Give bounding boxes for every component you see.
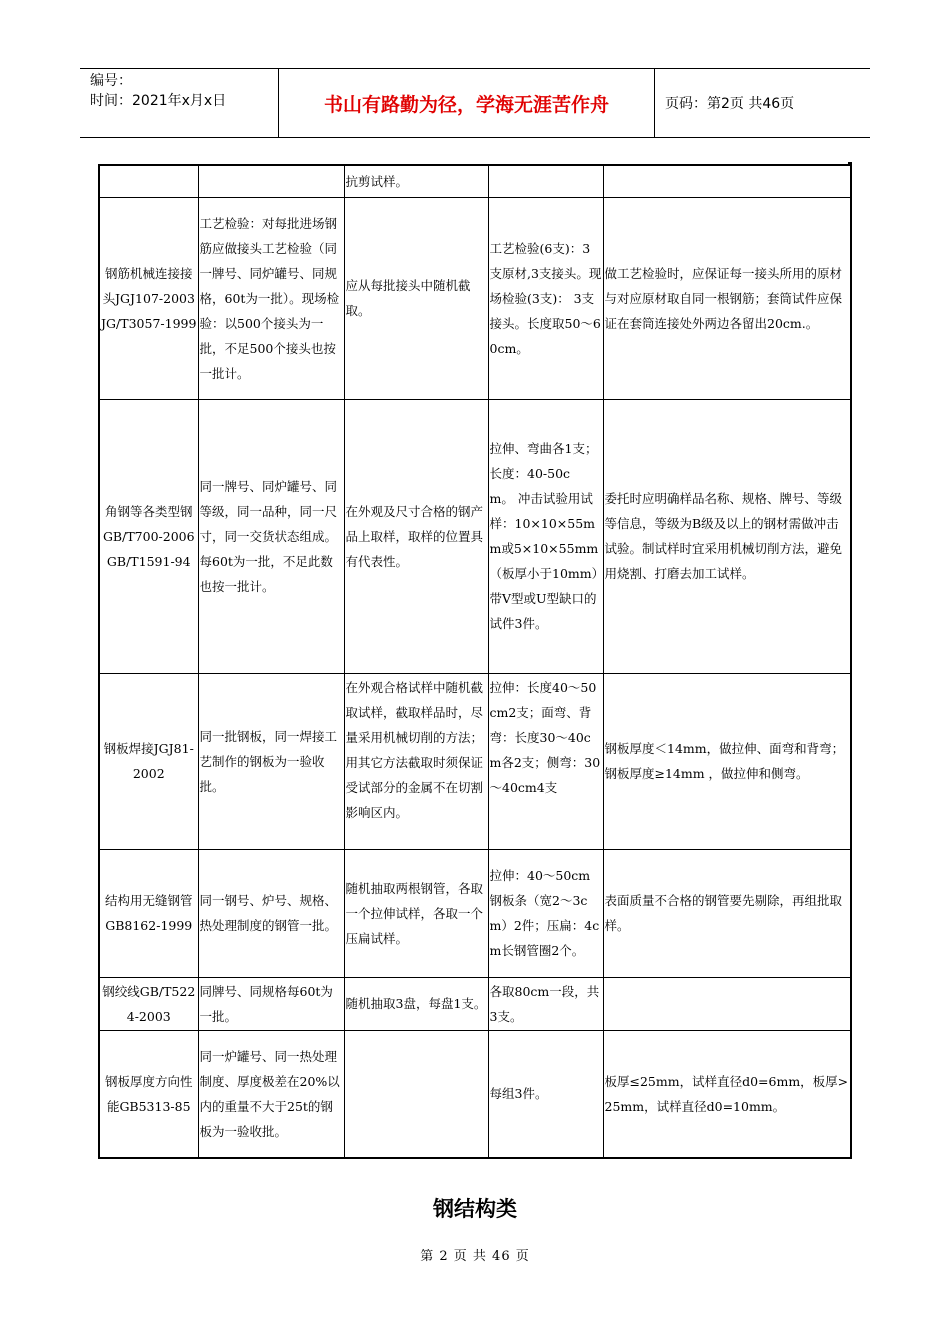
- cell-notes: [603, 977, 851, 1030]
- cell-notes: 钢板厚度＜14mm，做拉伸、面弯和背弯；钢板厚度≥14mm ，做拉伸和侧弯。: [603, 673, 851, 849]
- page-footer: 第 2 页 共 46 页: [420, 1249, 530, 1264]
- cell-name: 钢板焊接JGJ81-2002: [99, 673, 198, 849]
- page-header: [80, 68, 870, 138]
- cell-notes: 板厚≤25mm，试样直径d0=6mm，板厚>25mm，试样直径d0=10mm。: [603, 1030, 851, 1158]
- table-row: [99, 197, 851, 399]
- cell-quantity: 拉伸：长度40～50cm2支；面弯、背弯：长度30～40cm各2支；侧弯：30～40cm4支: [488, 673, 603, 849]
- cell-batch: 同一批钢板，同一焊接工艺制作的钢板为一验收批。: [198, 673, 344, 849]
- cell-name: 钢筋机械连接接头JGJ107-2003JG/T3057-1999: [99, 197, 198, 399]
- cell-method: 在外观及尺寸合格的钢产品上取样，取样的位置具有代表性。: [344, 399, 488, 673]
- cell-notes: 表面质量不合格的钢管要先剔除，再组批取样。: [603, 849, 851, 977]
- cell-quantity: 各取80cm一段，共3支。: [488, 977, 603, 1030]
- cell-method: 随机抽取3盘，每盘1支。: [344, 977, 488, 1030]
- cell-batch: 工艺检验：对每批进场钢筋应做接头工艺检验（同一牌号、同炉罐号、同规格，60t为一批）。现场检验：以500个接头为一批，不足500个接头也按一批计。: [198, 197, 344, 399]
- table-row: [99, 849, 851, 977]
- cell-quantity: 拉伸：40～50cm钢板条（宽2～3cm）2件；压扁：4cm长钢管圈2个。: [488, 849, 603, 977]
- header-motto: 书山有路勤为径，学海无涯苦作舟: [279, 69, 655, 137]
- cell-name: 结构用无缝钢管GB8162-1999: [99, 849, 198, 977]
- cell-name: 角钢等各类型钢GB/T700-2006GB/T1591-94: [99, 399, 198, 673]
- header-page-number: 页码：第2页 共46页: [665, 96, 795, 112]
- table-row: [99, 1030, 851, 1158]
- table-row: [99, 399, 851, 673]
- doc-date-label: 时间：2021年x月x日: [90, 93, 227, 109]
- sampling-table: [98, 164, 852, 1159]
- table-row: [99, 673, 851, 849]
- cell-notes: 做工艺检验时，应保证每一接头所用的原材与对应原材取自同一根钢筋；套筒试件应保证在套筒连接处外两边各留出20cm.。: [603, 197, 851, 399]
- doc-number-label: 编号：: [90, 73, 132, 89]
- cell-quantity: 拉伸、弯曲各1支；长度：40-50cm。 冲击试验用试样：10×10×55mm或5×10×55mm（板厚小于10mm）带V型或U型缺口的试件3件。: [488, 399, 603, 673]
- cell-method: 在外观合格试样中随机截取试样，截取样品时，尽量采用机械切削的方法；用其它方法截取时须保证受试部分的金属不在切割影响区内。: [344, 673, 488, 849]
- cell-batch: 同牌号、同规格每60t为一批。: [198, 977, 344, 1030]
- cell-method: 应从每批接头中随机截取。: [344, 197, 488, 399]
- section-title: 钢结构类: [433, 1197, 517, 1221]
- table-row: [99, 165, 851, 197]
- cell-quantity: [488, 165, 603, 197]
- cell-name: [99, 165, 198, 197]
- cell-method: 随机抽取两根钢管，各取一个拉伸试样，各取一个压扁试样。: [344, 849, 488, 977]
- cell-name: 钢绞线GB/T5224-2003: [99, 977, 198, 1030]
- cell-method: [344, 1030, 488, 1158]
- table-row: [99, 977, 851, 1030]
- cell-name: 钢板厚度方向性能GB5313-85: [99, 1030, 198, 1158]
- cell-notes: 委托时应明确样品名称、规格、牌号、等级等信息，等级为B级及以上的钢材需做冲击试验。制试样时宜采用机械切削方法，避免用烧割、打磨去加工试样。: [603, 399, 851, 673]
- header-meta: [80, 69, 279, 137]
- cell-notes: [603, 165, 851, 197]
- cell-quantity: 每组3件。: [488, 1030, 603, 1158]
- cell-method: 抗剪试样。: [344, 165, 488, 197]
- cell-batch: [198, 165, 344, 197]
- cell-batch: 同一牌号、同炉罐号、同等级，同一品种，同一尺寸，同一交货状态组成。每60t为一批，不足此数也按一批计。: [198, 399, 344, 673]
- cell-batch: 同一钢号、炉号、规格、热处理制度的钢管一批。: [198, 849, 344, 977]
- cell-batch: 同一炉罐号、同一热处理制度、厚度极差在20%以内的重量不大于25t的钢板为一验收批。: [198, 1030, 344, 1158]
- cell-quantity: 工艺检验(6支)：3支原材,3支接头。现场检验(3支)： 3支接头。长度取50～60cm。: [488, 197, 603, 399]
